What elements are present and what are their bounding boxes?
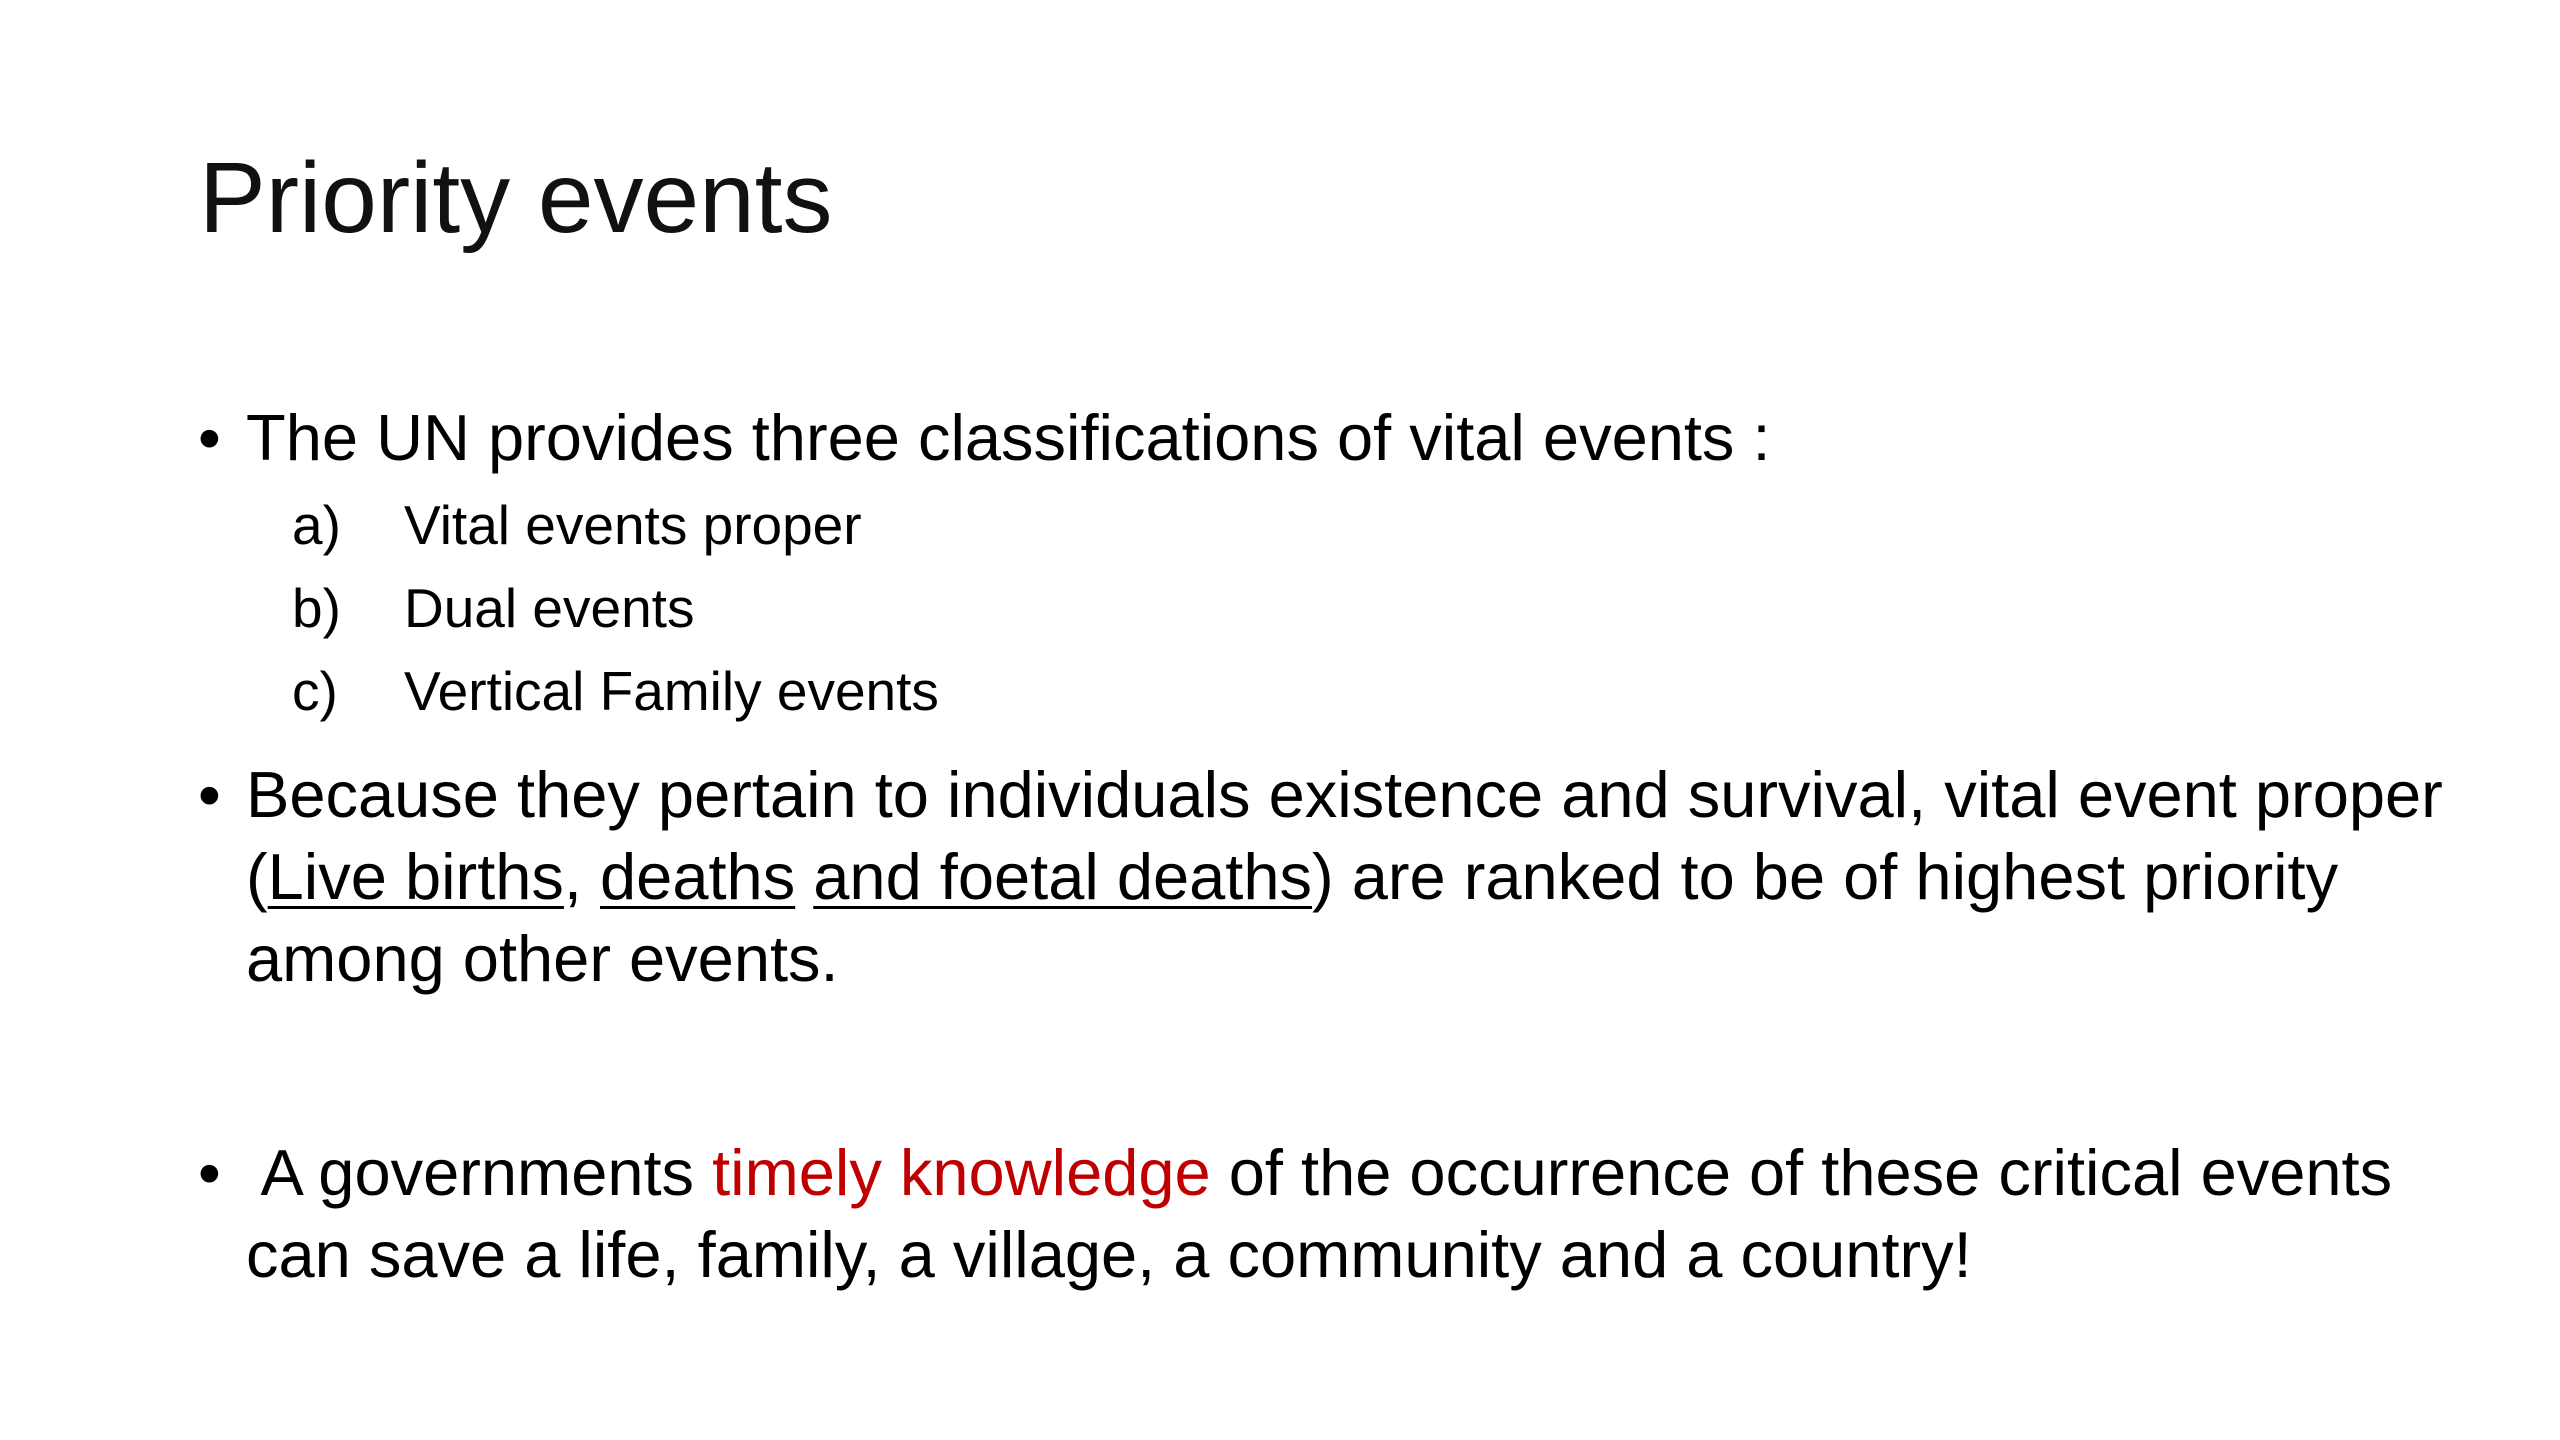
- bullet-dot: •: [198, 1136, 221, 1209]
- sublist-text: Vertical Family events: [404, 660, 939, 722]
- sublist-marker: c): [292, 660, 338, 722]
- bullet-text-part: A governments: [246, 1136, 713, 1209]
- slide-title: Priority events: [199, 142, 833, 254]
- sublist-text: Dual events: [404, 577, 695, 639]
- bullet-text: The UN provides three classifications of vital events :: [246, 401, 1771, 474]
- bullet-dot: •: [198, 758, 221, 831]
- bullet-priority-ranking: [198, 754, 2446, 1000]
- bullet-un-classifications: [198, 397, 2446, 479]
- underlined-term-deaths: deaths: [600, 840, 796, 913]
- sublist-marker: a): [292, 494, 341, 556]
- bullet-text-part: Because they pertain to individuals existence and survival, vital event proper (: [246, 758, 2443, 913]
- bullet-text-part: of the occurrence of these critical events can save a life, family, a village, a community and a country!: [246, 1136, 2393, 1291]
- underlined-term-foetal-deaths: and foetal deaths: [813, 840, 1313, 913]
- sublist-text: Vital events proper: [404, 494, 862, 556]
- bullet-text-part: ,: [563, 840, 601, 913]
- bullet-text-part: [795, 840, 813, 913]
- bullet-timely-knowledge: [198, 1132, 2446, 1296]
- sublist-marker: b): [292, 577, 341, 639]
- highlighted-term: timely knowledge: [712, 1136, 1211, 1209]
- underlined-term-live-births: Live births: [267, 840, 564, 913]
- bullet-text-part: ) are ranked to be of highest priority among other events.: [246, 840, 2339, 995]
- bullet-dot: •: [198, 401, 221, 474]
